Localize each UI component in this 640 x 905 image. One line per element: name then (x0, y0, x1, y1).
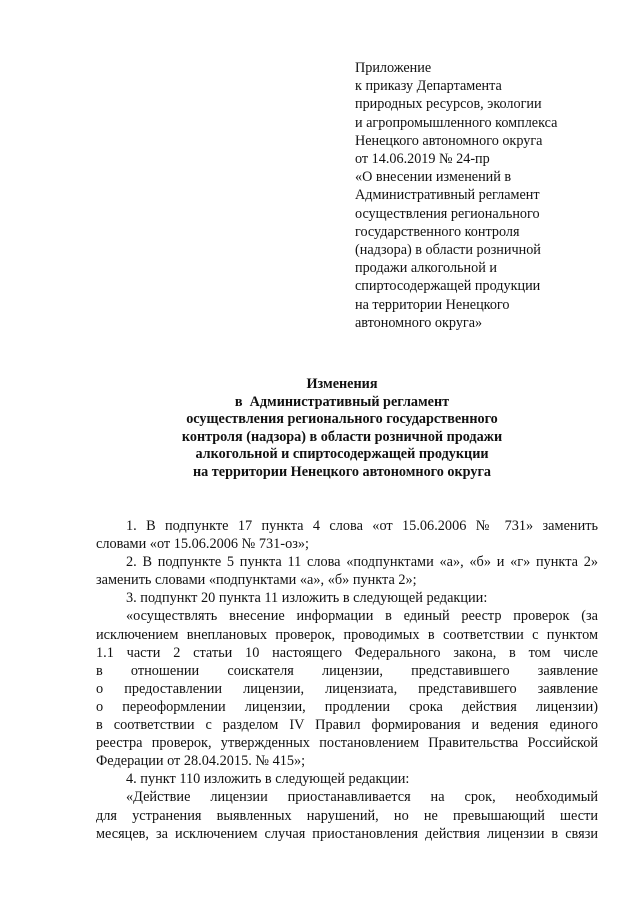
appendix-line: Ненецкого автономного округа (355, 132, 543, 149)
appendix-line: к приказу Департамента (355, 78, 502, 95)
document-title (100, 376, 584, 482)
title-line: осуществления регионального государственного (186, 411, 498, 428)
appendix-line: государственного контроля (355, 223, 520, 240)
title-line: контроля (надзора) в области розничной продажи (181, 428, 503, 445)
title-line: Изменения (306, 376, 378, 392)
body-line: реестра проверок, утвержденных постановлением Правительства Российской (96, 735, 598, 752)
appendix-line: на территории Ненецкого (355, 296, 510, 313)
title-line: в Административный регламент (234, 393, 450, 410)
body-line: о переоформлении лицензии, продлении срока действия лицензии) (96, 698, 598, 715)
body-line: месяцев, за исключением случая приостановления действия лицензии в связи (96, 825, 598, 842)
body-line: в отношении соискателя лицензии, представившего заявление (96, 662, 598, 679)
appendix-line: продажи алкогольной и (355, 260, 497, 277)
body-line: в соответствии с разделом IV Правил формирования и ведения единого (96, 717, 598, 734)
body-line: Федерации от 28.04.2015. № 415»; (96, 753, 306, 770)
appendix-line: автономного округа» (355, 314, 483, 331)
body-line: о предоставлении лицензии, лицензиата, представившего заявление (96, 680, 598, 697)
body-line: 2. В подпункте 5 пункта 11 слова «подпунктами «а», «б» и «г» пункта 2» (126, 554, 598, 571)
body-line: заменить словами «подпунктами «а», «б» пункта 2»; (96, 572, 417, 589)
appendix-line: спиртосодержащей продукции (355, 278, 541, 295)
body-line: «Действие лицензии приостанавливается на срок, необходимый (126, 789, 598, 806)
body-line: 3. подпункт 20 пункта 11 изложить в следующей редакции: (126, 590, 488, 607)
appendix-line: и агропромышленного комплекса (355, 114, 558, 131)
appendix-line: осуществления регионального (355, 205, 540, 222)
document-body (96, 517, 598, 843)
appendix-line: Приложение (355, 60, 432, 76)
body-line: исключением внеплановых проверок, проводимых в соответствии с пунктом (96, 626, 598, 643)
appendix-line: «О внесении изменений в (355, 169, 512, 186)
body-line: 4. пункт 110 изложить в следующей редакции: (126, 771, 410, 788)
appendix-line: (надзора) в области розничной (355, 242, 541, 259)
appendix-line: природных ресурсов, экологии (355, 96, 542, 113)
body-line: словами «от 15.06.2006 № 731-оз»; (96, 536, 309, 553)
body-line: для устранения выявленных нарушений, но не превышающий шести (96, 807, 598, 824)
title-line: на территории Ненецкого автономного округа (192, 463, 492, 480)
body-line: «осуществлять внесение информации в единый реестр проверок (за (126, 608, 598, 625)
appendix-line: от 14.06.2019 № 24-пр (355, 151, 490, 168)
body-line: 1.1 части 2 статьи 10 настоящего Федерального закона, в том числе (96, 644, 598, 661)
appendix-header (355, 59, 615, 332)
body-line: 1. В подпункте 17 пункта 4 слова «от 15.06.2006 № 731» заменить (126, 518, 598, 534)
appendix-line: Административный регламент (355, 187, 540, 204)
title-line: алкогольной и спиртосодержащей продукции (195, 446, 489, 463)
